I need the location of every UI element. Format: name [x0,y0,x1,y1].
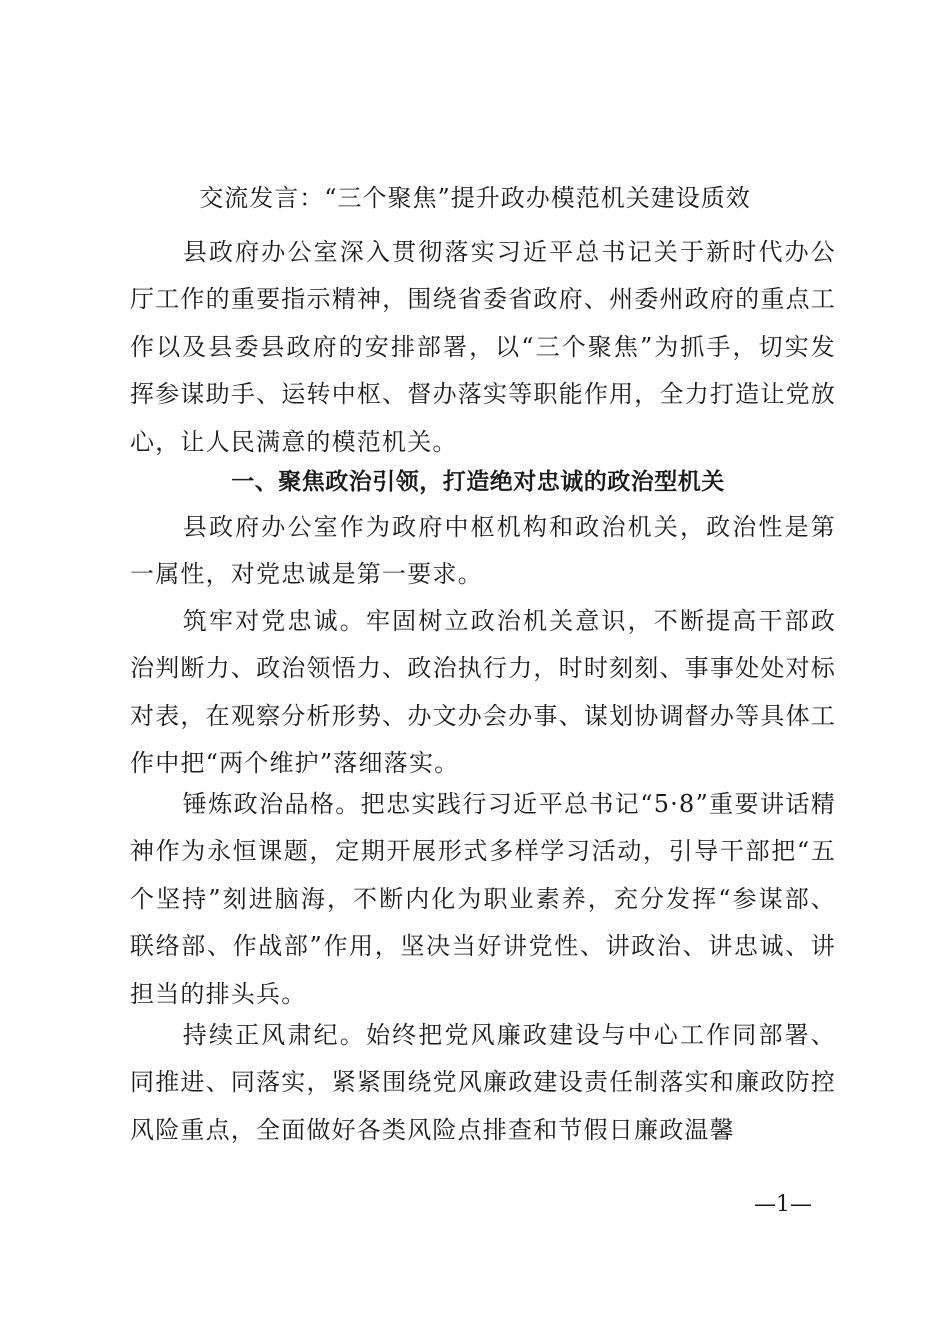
paragraph-discipline: 持续正风肃纪。始终把党风廉政建设与中心工作同部署、同推进、同落实，紧紧围绕党风廉政建设责任制落实和廉政防控风险重点，全面做好各类风险点排查和节假日廉政温馨 [130,1021,836,1144]
intro-paragraph: 县政府办公室深入贯彻落实习近平总书记关于新时代办公厅工作的重要指示精神，围绕省委省政府、州委州政府的重点工作以及县委县政府的安排部署，以“三个聚焦”为抓手，切实发挥参谋助手、运转中枢、督办落实等职能作用，全力打造让党放心，让人民满意的模范机关。 [130,238,836,456]
section-lead-paragraph: 县政府办公室作为政府中枢机构和政治机关，政治性是第一属性，对党忠诚是第一要求。 [130,513,836,589]
document-title: 交流发言：“三个聚焦”提升政办模范机关建设质效 [199,184,751,212]
section-heading: 一、聚焦政治引领，打造绝对忠诚的政治型机关 [231,469,725,495]
paragraph-character: 锤炼政治品格。把忠实践行习近平总书记“5·8”重要讲话精神作为永恒课题，定期开展形式多样学习活动，引导干部把“五个坚持”刻进脑海，不断内化为职业素养，充分发挥“参谋部、联络部、作战部”作用，坚决当好讲党性、讲政治、讲忠诚、讲担当的排头兵。 [130,790,836,1008]
paragraph-loyalty: 筑牢对党忠诚。牢固树立政治机关意识，不断提高干部政治判断力、政治领悟力、政治执行力，时时刻刻、事事处处对标对表，在观察分析形势、办文办会办事、谋划协调督办等具体工作中把“两个维护”落细落实。 [130,607,836,778]
page-number: —1— [754,1192,812,1217]
